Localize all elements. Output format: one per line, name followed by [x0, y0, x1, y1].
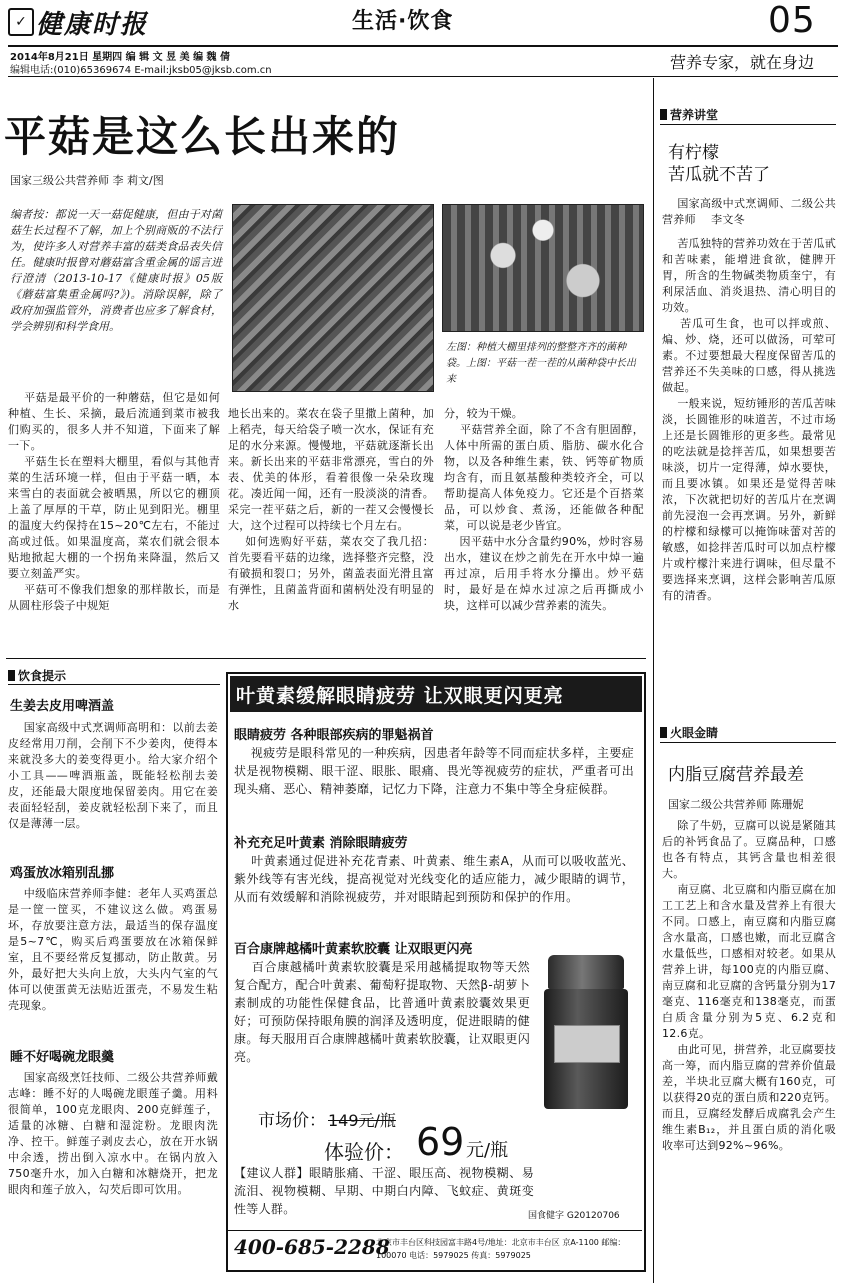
mushroom-photo	[442, 204, 644, 332]
jinjing-title: 内脂豆腐营养最差	[668, 765, 804, 785]
tip-1-title: 生姜去皮用啤酒盖	[10, 699, 115, 714]
ad-paragraph-1: 视疲劳是眼科常见的一种疾病，因患者年龄等不同而症状多样，主要症状是视物模糊、眼干涩、眼胀、眼痛、畏光等视疲劳的症状，严重者可出现头痛、恶心、精神萎靡，记忆力下降，注意力不集中等全身症候群。	[234, 746, 634, 796]
jiangtang-heading	[660, 106, 718, 123]
jinjing-heading	[660, 724, 718, 741]
section-marker-icon	[660, 727, 667, 738]
ad-heading-1: 眼睛疲劳 各种眼部疾病的罪魁祸首	[234, 728, 434, 743]
photo-caption: 左图：种植大棚里排列的整整齐齐的菌种袋。上图：平菇一茬一茬的从菌种袋中长出来	[446, 342, 636, 385]
jiangtang-body: 苦瓜独特的营养功效在于苦瓜甙和苦味素，能增进食欲，健脾开胃，所含的生物碱类物质奎宁，有利尿活血、消炎退热、清心明目的功效。 苦瓜可生食，也可以拌或煎、煸、炒、烧，还可以做汤，可荤可素。不过要想最大程度保留苦瓜的营养还不失美味的口感，得从挑选做起。 一般来说，短纺锤形的苦瓜苦味淡，长圆锥形的味道苦，不过市场上还是长圆锥形的更多些。最常见的吃法就是捻拌苦瓜，如果想要苦味淡，切片一定得薄，焯水要快，而且要冰镇。如果还是觉得苦味浓，下次就把切好的苦瓜片在烹调前先浸泡一会再烹调。另外，新鲜的柠檬和绿檬可以掩饰味蕾对苦的敏感，如捻拌苦瓜时可以加点柠檬片或柠檬汁来进行调味，但尽量不要选择来烹调，这样会影响苦瓜原有的清香。	[662, 237, 837, 602]
page-number: 05	[768, 0, 816, 41]
masthead	[0, 0, 844, 46]
yinshi-heading	[8, 667, 66, 684]
ad-target-people: 【建议人群】眼睛胀痛、干涩、眼压高、视物模糊、易流泪、视物模糊、早期、中期白内障、飞蚊症、黄斑变性等人群。	[234, 1166, 534, 1216]
tip-2-body: 中级临床营养师李健：老年人买鸡蛋总是一筐一筐买，不建议这么做。鸡蛋易坏，存放要注意方法，最适当的保存温度是5~7℃，购买后鸡蛋要放在冰箱保鲜室，且不要经常反复挪动，防止散黄。另外，最好把大头向上放，大头内气室的气体可以使蛋黄无法贴近蛋壳，不易发生粘壳现象。	[8, 887, 218, 1012]
ad-address: 北京市丰台区科技园富丰路4号/地址：北京市丰台区 京A-1100 邮编：100070 电话：5979025 传真：5979025	[376, 1238, 626, 1260]
trial-price-label: 体验价：	[324, 1140, 404, 1164]
issue-line-2: 编辑电话:(010)65369674 E-mail:jksb05@jksb.com.cn	[10, 65, 272, 76]
ad-title: 叶黄素缓解眼睛疲劳 让双眼更闪更亮	[236, 685, 564, 707]
product-bottle-image	[540, 955, 632, 1110]
editor-note: 编者按：都说一天一菇促健康，但由于对菌菇生长过程不了解，加上个别商贩的不法行为，使许多人对营养丰富的菇类食品表失信任。健康时报曾对蘑菇富含重金属的谣言进行澄清（2013-10-17《健康时报》05版《蘑菇富集重金属吗?》)。消除误解，除了政府加强监管外，消费者也应多了解食材，学会辨别和科学食用。	[10, 208, 222, 333]
article-column-3: 分，较为干燥。 平菇营养全面，除了不含有胆固醇，人体中所需的蛋白质、脂肪、碳水化合物，以及各种维生素，铁、钙等矿物质均含有，而且氨基酸种类较齐全，可以帮助提高人体免疫力。它还是个百搭菜品，可以炒食、煮汤，还能做各种配菜，可以说是老少皆宜。 因平菇中水分含量约90%，炒时容易出水，建议在炒之前先在开水中焯一遍再过凉，后用手将水分攥出。炒平菇时，最好是在焯水过凉之后再撕成小块，这样可以减少营养素的流失。	[444, 407, 644, 612]
issue-rule	[8, 76, 838, 77]
market-price: 149元/瓶	[328, 1111, 396, 1130]
tip-3-title: 睡不好喝碗龙眼羹	[10, 1050, 115, 1065]
ad-approval-number: 国食健字 G20120706	[528, 1211, 620, 1221]
newspaper-logo	[8, 4, 158, 38]
jiangtang-title: 有柠檬 苦瓜就不苦了	[668, 143, 770, 185]
column-divider	[653, 78, 654, 1283]
jiangtang-heading-label: 营养讲堂	[670, 108, 719, 122]
bottle-label	[554, 1025, 620, 1063]
jinjing-rule	[660, 742, 836, 743]
yinshi-rule	[8, 684, 220, 685]
section-marker-icon	[660, 109, 667, 120]
ad-paragraph-3: 百合康越橘叶黄素软胶囊是采用越橘提取物等天然复合配方，配合叶黄素、葡萄籽提取物、天然β-胡萝卜素制成的功能性保健食品，比普通叶黄素胶囊效果更好；可预防保持眼角膜的润泽及透明度，促进眼睛的健康。每天服用百合康牌越橘叶黄素软胶囊，让双眼更闪亮。	[234, 960, 530, 1064]
bottle-cap	[548, 955, 624, 989]
tip-1-body: 国家高级中式烹调师高明和：以前去姜皮经常用刀削，会削下不少姜肉，使得本来就没多大的姜变得更小。给大家介绍个小工具——啤酒瓶盖，既能轻松削去姜皮，还能最大限度地保留姜肉。用它在姜表面轻轻刮，姜皮就轻松刮下来了，而且仅是薄薄一层。	[8, 721, 218, 830]
masthead-rule	[8, 45, 838, 47]
section-title: 生活·饮食	[352, 9, 454, 34]
jinjing-heading-label: 火眼金睛	[670, 726, 719, 740]
greenhouse-photo	[232, 204, 434, 392]
article-byline: 国家三级公共营养师 李 莉文/图	[10, 174, 164, 187]
ad-heading-2: 补充充足叶黄素 消除眼睛疲劳	[234, 836, 408, 851]
logo-emblem-icon: ✓	[8, 8, 34, 36]
section-marker-icon	[8, 670, 15, 681]
ad-phone: 400-685-2288	[234, 1235, 390, 1259]
trial-price: 69	[416, 1120, 465, 1164]
market-price-label: 市场价：	[258, 1111, 326, 1131]
jinjing-byline: 国家二级公共营养师 陈珊妮	[668, 798, 804, 811]
article-column-1: 平菇是最平价的一种蘑菇，但它是如何种植、生长、采摘，最后流通到菜市被我们购买的，很多人并不知道，下面来了解一下。 平菇生长在塑料大棚里，看似与其他青菜的生活环境一样，但由于平菇一晒，本来雪白的表面就会被晒黑，所以它的棚顶上盖了厚厚的干草，防止见到阳光。棚里的温度大约保持在15~20℃左右，不能过高或过低。如果温度高，菜农们就会很本贴地掀起大棚的一个拐角来降温，然后又要立刻盖严实。 平菇可不像我们想象的那样散长，而是从圆柱形袋子中规矩	[8, 391, 221, 612]
ad-title-bar	[230, 676, 642, 712]
jiangtang-byline: 国家高级中式烹调师、二级公共营养师 李文冬	[662, 197, 837, 226]
yinshi-heading-label: 饮食提示	[18, 669, 67, 683]
article-bottom-rule	[6, 658, 646, 659]
issue-line-1: 2014年8月21日 星期四 编 辑 文 昱 美 编 魏 倩	[10, 52, 231, 63]
logo-text: 健康时报	[36, 10, 149, 40]
ad-footer-rule	[228, 1230, 642, 1231]
tip-3-body: 国家高级烹饪技师、二级公共营养师戴志峰：睡不好的人喝碗龙眼莲子羹。用料很简单，100克龙眼肉、200克鲜莲子，适量的冰糖、白糖和湿淀粉。龙眼肉洗净、控干。鲜莲子剥皮去心，放在开水锅中余透，捞出倒入凉水中。在锅内放入750毫升水，加入白糖和冰糖烧开，把龙眼肉和莲子放入，勾芡后即可饮用。	[8, 1071, 218, 1196]
ad-heading-3: 百合康牌越橘叶黄素软胶囊 让双眼更闪亮	[234, 942, 473, 957]
slogan: 营养专家，就在身边	[670, 53, 815, 72]
article-column-2: 地长出来的。菜农在袋子里撒上菌种，加上稻壳，每天给袋子喷一次水，保证有充足的水分来源。慢慢地，平菇就逐渐长出来。新长出来的平菇非常漂亮，雪白的外表、优美的体形，看着很像一朵朵玫瑰花。凑近闻一闻，还有一股淡淡的清香。采完一茬平菇之后，新的一茬又会慢慢长大，这个过程可以持续七个月左右。 如何选购好平菇，菜农交了我几招：首先要看平菇的边缘，选择整齐完整，没有破损和裂口；另外，菌盖表面光滑且富有弹性，且菌盖背面和菌柄处没有明显的水	[228, 407, 434, 612]
jinjing-body: 除了牛奶，豆腐可以说是紧随其后的补钙食品了。豆腐品种，口感也各有特点，其钙含量也相差很大。 南豆腐、北豆腐和内脂豆腐在加工工艺上和含水量及营养上有很大不同。口感上，南豆腐和内脂豆腐含水量高，口感也嫩，而北豆腐含水量低些，口感相对较老。如果从营养上讲，每100克的内脂豆腐、南豆腐和北豆腐的含钙量分别为17毫克、116毫克和138毫克，而蛋白质含量分别为5克、6.2克和12.6克。 由此可见，拼营养，北豆腐要技高一筹，而内脂豆腐的营养价值最差，半块北豆腐大概有160克，可以获得20克的蛋白质和220克钙。而且，豆腐经发酵后成腐乳会产生维生素B₁₂，并且蛋白质的消化吸收率可达到92%~96%。	[662, 819, 837, 1152]
tip-2-title: 鸡蛋放冰箱别乱挪	[10, 866, 115, 881]
trial-price-unit: 元/瓶	[466, 1140, 509, 1161]
jiangtang-rule	[660, 124, 836, 125]
article-title: 平菇是这么长出来的	[4, 112, 401, 161]
ad-paragraph-2: 叶黄素通过促进补充花青素、叶黄素、维生素A，从而可以吸收蓝光、紫外线等有害光线，提高视觉对光线变化的适应能力，减少眼睛的调节，从而有效缓解和消除视疲劳，并对眼睛起到预防和保护的作用。	[234, 854, 634, 904]
